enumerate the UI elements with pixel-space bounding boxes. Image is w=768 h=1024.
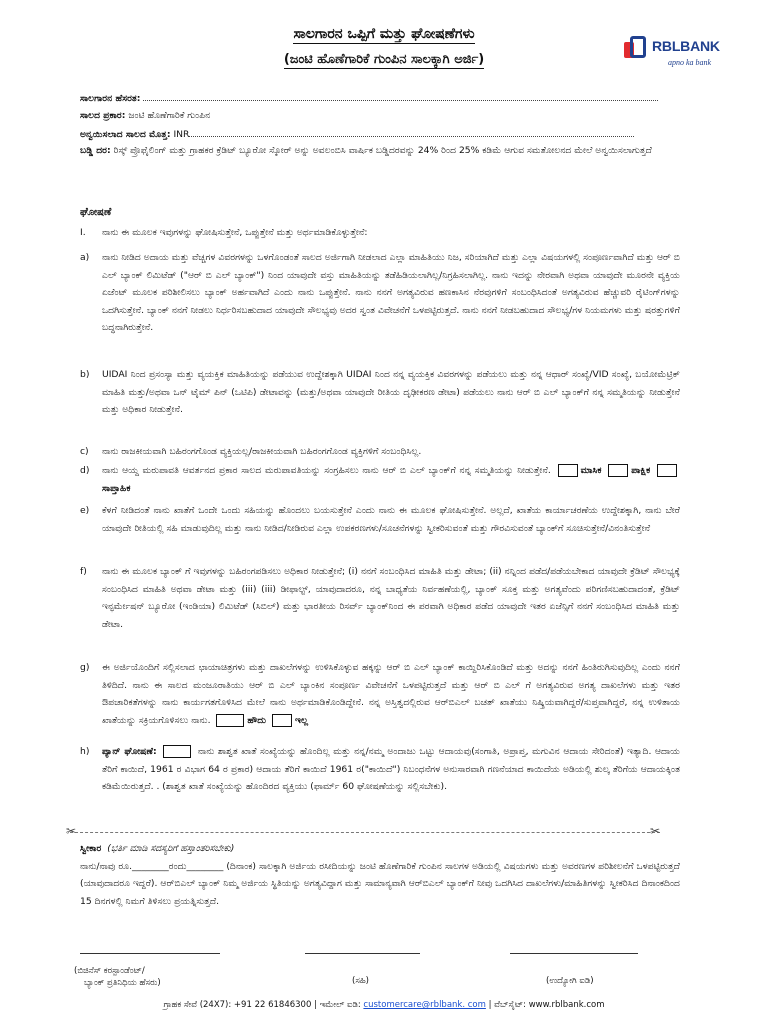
declaration-item-h: h) ಪ್ಯಾನ್ ಘೋಷಣೆ: ನಾನು ಶಾಶ್ವತ ಖಾತೆ ಸಂಖ್ಯೆಯನ್ನು ಹೊಂದಿಲ್ಲ ಮತ್ತು ನನ್ನ/ನಮ್ಮ ಅಂದಾಜು ಒಟ್ಟು ಆದಾಯವು(ಸಂಗಾತಿ, ಅಪ್ರಾಪ್ತ, ಮಗುವಿನ ಆದಾಯ ಸೇರಿದಂತೆ) ಇತ್ಯಾದಿ. ಆದಾಯ ತೆರಿಗೆ ಕಾಯಿದೆ, 1961 ರ ವಿಭಾಗ 64 ರ ಪ್ರಕಾರ) ಆದಾಯ ತೆರಿಗೆ ಕಾಯಿದೆ 1961 ರ("ಕಾಯಿದೆ") ನಿಬಂಧನೆಗಳ ಅನುಸಾರವಾಗಿ ಗಣನೆಯಾದ ಕಾಯಿದೆಯ ಅಡಿಯಲ್ಲಿ ಶುಲ್ಕ ತೆರಿಗೆಯ ಆದಾಯಕ್ಕಿಂತ ಕಡಿಮೆಯಿರುತ್ತದೆ. . (ಶಾಶ್ವತ ಖಾತೆ ಸಂಖ್ಯೆಯನ್ನು ಹೊಂದಿರದ ವ್ಯಕ್ತಿಯು (ಫಾರ್ಮ್ 60 ಘೋಷಣೆಯನ್ನು ಸಲ್ಲಿಸಬೇಕು). — [80, 746, 681, 792]
borrower-name-blank[interactable] — [143, 92, 658, 101]
loan-amount-blank[interactable] — [189, 128, 634, 137]
logo-wordmark: RBLBANK — [652, 38, 720, 54]
signature-label: (ಸಹಿ) — [352, 976, 369, 986]
declaration-item-d: d) ನಾನು ಆಯ್ದ ಮರುಪಾವತಿ ಆವರ್ತನದ ಪ್ರಕಾರ ಸಾಲದ ಮರುಪಾವತಿಯನ್ನು ಸಂಗ್ರಹಿಸಲು ನಾನು ಆರ್ ಬಿ ಎಲ್ ಬ್ಯಾಂಕ್‌ಗೆ ನನ್ನ ಸಮ್ಮತಿಯನ್ನು ನೀಡುತ್ತೇನೆ. ಮಾಸಿಕ ಪಾಕ್ಷಿಕ ಸಾಪ್ತಾಹಿಕ — [80, 462, 680, 497]
scissors-icon: ✂ — [650, 824, 661, 838]
signature-line-sign[interactable] — [305, 953, 420, 954]
weekly-checkbox[interactable] — [657, 464, 677, 477]
declaration-heading: ಘೋಷಣೆ — [80, 207, 112, 218]
loan-amount-field: ಅನ್ವಯಿಸಲಾದ ಸಾಲದ ಮೊತ್ತ: INR — [80, 128, 634, 140]
pan-checkbox[interactable] — [163, 745, 191, 758]
bc-name-label: (ಬಿಜಿನೆಸ್ ಕರಸ್ಪಾಂಡೆಂಟ್/ — [74, 966, 145, 976]
declaration-intro: I. ನಾನು ಈ ಮೂಲಕ ಇವುಗಳನ್ನು ಘೋಷಿಸುತ್ತೇನೆ, ಒಪ್ಪುತ್ತೇನೆ ಮತ್ತು ಅರ್ಥಮಾಡಿಕೊಳ್ಳುತ್ತೇನೆ: — [80, 227, 368, 238]
page-subtitle: (ಜಂಟಿ ಹೊಣೆಗಾರಿಕೆ ಗುಂಪಿನ ಸಾಲಕ್ಕಾಗಿ ಅರ್ಜಿ) — [283, 52, 485, 67]
declaration-item-b: b) UIDAI ನಿಂದ ಪ್ರಸಂಸ್ಯಾ ಮತ್ತು ವ್ಯಯಕ್ತಿಕ ಮಾಹಿತಿಯನ್ನು ಪಡೆಯುವ ಉದ್ದೇಶಕ್ಕಾಗಿ UIDAI ನಿಂದ ನನ್ನ ವ್ಯಯಕ್ತಿಕ ವಿವರಗಳನ್ನು ಪಡೆಯಲು ಮತ್ತು ನನ್ನ ಆಧಾರ್ ಸಂಖ್ಯೆ/VID ಸಂಖ್ಯೆ, ಬಯೋಮೆಟ್ರಿಕ್ ಮಾಹಿತಿ ಮತ್ತು/ಅಥವಾ ಒನ್ ಟೈಮ್ ಪಿನ್ (ಒಟಿಪಿ) ಡೇಟಾವನ್ನು (ಮತ್ತು/ಅಥವಾ ಯಾವುದೇ ರೀತಿಯ ದೃಢೀಕರಣ ಡೇಟಾ) ಪಡೆಯಲು ನಾನು ಆರ್ ಬಿ ಎಲ್ ಬ್ಯಾಂಕ್‌ಗೆ ನನ್ನ ಸಮ್ಮತಿಯನ್ನು ನೀಡುತ್ತೇನೆ ಮತ್ತು ಅಧಿಕಾರ ನೀಡುತ್ತೇನೆ. — [80, 369, 680, 415]
declaration-item-f: f) ನಾನು ಈ ಮೂಲಕ ಬ್ಯಾಂಕ್ ಗೆ ಇವುಗಳನ್ನು ಬಹಿರಂಗಪಡಿಸಲು ಅಧಿಕಾರ ನೀಡುತ್ತೇನೆ; (i) ನನಗೆ ಸಂಬಂಧಿಸಿದ ಮಾಹಿತಿ ಮತ್ತು ಡೇಟಾ; (ii) ನನ್ನಿಂದ ಪಡೆದ/ಪಡೆಯಬೇಕಾದ ಯಾವುದೇ ಕ್ರೆಡಿಟ್ ಸೌಲಭ್ಯಕ್ಕೆ ಸಂಬಂಧಿಸಿದ ಮಾಹಿತಿ ಅಥವಾ ಡೇಟಾ ಮತ್ತು (iii) (iii) ಡೀಫಾಲ್ಟ್, ಯಾವುದಾದರೂ, ನನ್ನ ಬಾಧ್ಯತೆಯ ನಿರ್ವಹಣೆಯಲ್ಲಿ, ಬ್ಯಾಂಕ್ ಸೂಕ್ತ ಮತ್ತು ಅಗತ್ಯವೆಂದು ಪರಿಗಣಿಸಬಹುದಾದಂತೆ, ಕ್ರೆಡಿಟ್ ಇನ್ಫರ್ಮೇಷನ್ ಬ್ಯೂರೋ (ಇಂಡಿಯಾ) ಲಿಮಿಟೆಡ್ (ಸಿಬಿಲ್) ಮತ್ತು ಭಾರತೀಯ ರಿಸರ್ವ್ ಬ್ಯಾಂಕ್‌ನಿಂದ ಈ ಪರವಾಗಿ ಅಧಿಕಾರ ಪಡೆದ ಯಾವುದೇ ಇತರ ಏಜೆನ್ಸಿಗೆ ನನಗೆ ಸಂಬಂಧಿಸಿದ ಮಾಹಿತಿ ಮತ್ತು ಡೇಟಾ. — [80, 566, 680, 630]
employee-id-label: (ಉದ್ಯೋಗಿ ಐಡಿ) — [546, 976, 594, 986]
declaration-item-a: a) ನಾನು ನೀಡಿದ ಅದಾಯ ಮತ್ತು ವೆಚ್ಚಗಳ ವಿವರಗಳನ್ನು ಒಳಗೊಂಡಂತೆ ಸಾಲದ ಅರ್ಜಿಗಾಗಿ ನೀಡಲಾದ ಎಲ್ಲಾ ಮಾಹಿತಿಯು ನಿಜ, ಸರಿಯಾಗಿದೆ ಮತ್ತು ಎಲ್ಲಾ ವಿಷಯಗಳಲ್ಲಿ ಸಂಪೂರ್ಣವಾಗಿದೆ ಮತ್ತು ಆರ್ ಬಿ ಎಲ್ ಬ್ಯಾಂಕ್ ಲಿಮಿಟೆಡ್ ("ಆರ್ ಬಿ ಎಲ್ ಬ್ಯಾಂಕ್") ನಿಂದ ಯಾವುದೇ ವಸ್ತು ಮಾಹಿತಿಯನ್ನು ತಡೆಹಿಡಿಯಲಾಗಿಲ್ಲ/ನಿಗ್ರಹಿಸಲಾಗಿಲ್ಲ. ನಾನು ಇದನ್ನು ನೇರವಾಗಿ ಅಥವಾ ಯಾವುದೇ ಮೂರನೇ ವ್ಯಕ್ತಿಯ ಏಜೆಂಟ್ ಮೂಲಕ ಪರಿಶೀಲಿಸಲು ಬ್ಯಾಂಕ್ ಅರ್ಹವಾಗಿದೆ ಎಂದು ನಾನು ಒಪ್ಪುತ್ತೇನೆ. ನಾನು ನನಗೆ ಅಗತ್ಯವಿರುವ ಹಣಕಾಸಿನ ನೆರವುಗಳಿಗೆ ಸಂಬಂಧಿಸಿದಂತೆ ಅಗತ್ಯವಿರುವ ಹೆಚ್ಚುವರಿ ರೈಟಿಂಗ್‌ಗಳನ್ನು ಒದಗಿಸುತ್ತೇನೆ. ಬ್ಯಾಂಕ್ ನನಗೆ ನೀಡಲು ನಿರ್ಧರಿಸಬಹುದಾದ ಯಾವುದೇ ಸೌಲಭ್ಯವು ಅದರ ಸ್ವಂತ ವಿವೇಚನೆಗೆ ಒಳಪಟ್ಟಿರುತ್ತದೆ. ನಾನು ನನಗೆ ನೀಡಬಹುದಾದ ಸೌಲಭ್ಯ/ಗಳ ನಿಯಮಗಳು ಮತ್ತು ಷರತ್ತುಗಳಿಗೆ ಬದ್ಧನಾಗಿರುತ್ತೇನೆ. — [80, 252, 680, 333]
no-checkbox[interactable] — [272, 714, 292, 727]
signature-line-name[interactable] — [80, 953, 220, 954]
loan-type-field: ಸಾಲದ ಪ್ರಕಾರ: ಜಂಟಿ ಹೊಣೆಗಾರಿಕೆ ಗುಂಪಿನ — [80, 110, 211, 121]
bank-logo — [630, 32, 740, 77]
declaration-item-c: c) ನಾನು ರಾಜಕೀಯವಾಗಿ ಬಹಿರಂಗಗೊಂಡ ವ್ಯಕ್ತಿಯಲ್ಲ/ರಾಜಕೀಯವಾಗಿ ಬಹಿರಂಗಗೊಂಡ ವ್ಯಕ್ತಿಗಳಿಗೆ ಸಂಬಂಧಿಸಿಲ್ಲ. — [80, 446, 422, 457]
declaration-item-g: g) ಈ ಅರ್ಜಿಯೊಂದಿಗೆ ಸಲ್ಲಿಸಲಾದ ಛಾಯಾಚಿತ್ರಗಳು ಮತ್ತು ದಾಖಲೆಗಳನ್ನು ಉಳಿಸಿಕೊಳ್ಳುವ ಹಕ್ಕನ್ನು ಆರ್ ಬಿ ಎಲ್ ಬ್ಯಾಂಕ್ ಕಾಯ್ದಿರಿಸಿಕೊಂಡಿದೆ ಮತ್ತು ಅದನ್ನು ನನಗೆ ಹಿಂತಿರುಗಿಸುವುದಿಲ್ಲ ಎಂದು ನನಗೆ ತಿಳಿದಿದೆ. ನಾನು ಈ ಸಾಲದ ಮಂಜೂರಾತಿಯು ಆರ್ ಬಿ ಎಲ್ ಬ್ಯಾಂಕಿನ ಸಂಪೂರ್ಣ ವಿವೇಚನೆಗೆ ಒಳಪಟ್ಟಿರುತ್ತದೆ ಮತ್ತು ಆರ್ ಬಿ ಎಲ್ ಗೆ ಅಗತ್ಯವಿರುವ ಅಗತ್ಯ ದಾಖಲೆಗಳು ಮತ್ತು ಇತರ ಔಪಚಾರಿಕತೆಗಳನ್ನು ನಾನು ಕಾರ್ಯಗತಗೊಳಿಸಿದ ಮೇಲೆ ನಾನು ಅರ್ಥಮಾಡಿಕೊಂಡಿದ್ದೇನೆ. ನನ್ನ ಅಸ್ತಿತ್ವದಲ್ಲಿರುವ ಆರ್‌ಬಿಎಲ್ ಬಚತ್ ಖಾತೆಯು ನಿಷ್ಕ್ರಿಯವಾಗಿದ್ದರೆ/ಸುಪ್ತವಾಗಿದ್ದರೆ, ನನ್ನ ಉಳಿತಾಯ ಖಾತೆಯನ್ನು ಸಕ್ರಿಯಗೊಳಿಸಲು ನಾನು. ಹೌದು ಇಲ್ಲ — [80, 662, 680, 726]
footer-contact: ಗ್ರಾಹಕ ಸೇವೆ (24X7): +91 22 61846300 | ಇಮೇಲ್ ಐಡಿ: customercare@rblbank. com | ವೆಬ್‌ಸೈಟ್: www.rblbank.com — [163, 1000, 605, 1010]
yes-checkbox[interactable] — [216, 714, 244, 727]
scissors-icon: ✂ — [66, 824, 77, 838]
fortnightly-checkbox[interactable] — [608, 464, 628, 477]
signature-line-employee-id[interactable] — [510, 953, 638, 954]
borrower-name-field: ಸಾಲಗಾರನ ಹೆಸರತ: — [80, 92, 658, 104]
page-title: ಸಾಲಗಾರನ ಒಪ್ಪಿಗೆ ಮತ್ತು ಘೋಷಣೆಗಳು — [293, 26, 475, 42]
bc-name-label-2: ಬ್ಯಾಂಕ್ ಪ್ರತಿನಿಧಿಯ ಹೆಸರು) — [84, 978, 161, 988]
logo-mark-blue — [630, 36, 646, 58]
logo-tagline: apno ka bank — [668, 58, 712, 67]
cut-line — [70, 832, 660, 833]
interest-rate-field: ಬಡ್ಡಿ ದರ: ರಿಸ್ಕ್ ಪ್ರೊಫೈಲಿಂಗ್ ಮತ್ತು ಗ್ರಾಹಕರ ಕ್ರೆಡಿಟ್ ಬ್ಯೂರೋ ಸ್ಕೋರ್ ಅನ್ನು ಅವಲಂಬಿಸಿ ವಾರ್ಷಿಕ ಬಡ್ಡಿದರವನ್ನು 24% ರಿಂದ 25% ಕಡಿಮೆ ಆಗುವ ಸಮತೋಲನದ ಮೇಲೆ ಅನ್ವಯಿಸಲಾಗುತ್ತದೆ — [80, 145, 652, 156]
monthly-checkbox[interactable] — [558, 464, 578, 477]
declaration-item-e: e) ಕೆಳಗೆ ನೀಡಿದಂತೆ ನಾನು ಖಾತೆಗೆ ಒಂದೇ ಒಂದು ಸಹಿಯನ್ನು ಹೊಂದಲು ಬಯಸುತ್ತೇನೆ ಎಂದು ನಾನು ಈ ಮೂಲಕ ಘೋಷಿಸುತ್ತೇನೆ. ಅಲ್ಲದೆ, ಖಾತೆಯ ಕಾರ್ಯಾಚರಣೆಯ ಉದ್ದೇಶಕ್ಕಾಗಿ, ನಾನು ಬೇರೆ ಯಾವುದೇ ರೀತಿಯಲ್ಲಿ ಸಹಿ ಮಾಡುವುದಿಲ್ಲ ಮತ್ತು ನಾನು ನೀಡಿದ/ನೀಡಿರುವ ಎಲ್ಲಾ ಉಪಕರಣಗಳು/ಸೂಚನೆಗಳನ್ನು ಸ್ವೀಕರಿಸುವಂತೆ ಮತ್ತು ಗೌರವಿಸುವಂತೆ ಬ್ಯಾಂಕ್‌ಗೆ ಸೂಚಿಸುತ್ತೇನೆ/ವಿನಂತಿಸುತ್ತೇನೆ — [80, 505, 680, 534]
email-link[interactable]: customercare@rblbank. com — [363, 1000, 486, 1010]
acknowledgement-section: ಸ್ವೀಕಾರ (ಭರ್ತಿ ಮಾಡಿ ಸದಸ್ಯರಿಗೆ ಹಸ್ತಾಂತರಿಸಬೇಕು) ನಾನು/ನಾವು ರೂ.________ರಂದು________ (ದಿನಾಂಕ) ಸಾಲಕ್ಕಾಗಿ ಅರ್ಜಿಯ ರಸೀದಿಯನ್ನು ಜಂಟಿ ಹೊಣೆಗಾರಿಕೆ ಗುಂಪಿನ ಸಾಲಗಳ ಅಡಿಯಲ್ಲಿ ವಿಷಯಗಳು ಮತ್ತು ಅವರಣಗಳ ಪರಿಶೀಲನೆಗೆ ಒಳಪಟ್ಟಿರುತ್ತದೆ (ಯಾವುದಾದರೂ ಇದ್ದರೆ). ಆರ್‌ಬಿಎಲ್ ಬ್ಯಾಂಕ್ ನಿಮ್ಮ ಅರ್ಜಿಯ ಸ್ಥಿತಿಯನ್ನು ಅಗತ್ಯವಿದ್ದಾಗ ಮತ್ತು ಸಾಮಾನ್ಯವಾಗಿ ಆರ್‌ಬಿಎಲ್ ಬ್ಯಾಂಕ್‌ಗೆ ನೀವು ಒದಗಿಸಿದ ದಾಖಲೆಗಳು/ಮಾಹಿತಿಗಳನ್ನು ಸ್ವೀಕರಿಸಿದ ದಿನಾಂಕದಿಂದ 15 ದಿನಗಳಲ್ಲಿ ನಿಮಗೆ ತಿಳಿಸಲು ಪ್ರಯತ್ನಿಸುತ್ತದೆ. — [80, 843, 680, 907]
